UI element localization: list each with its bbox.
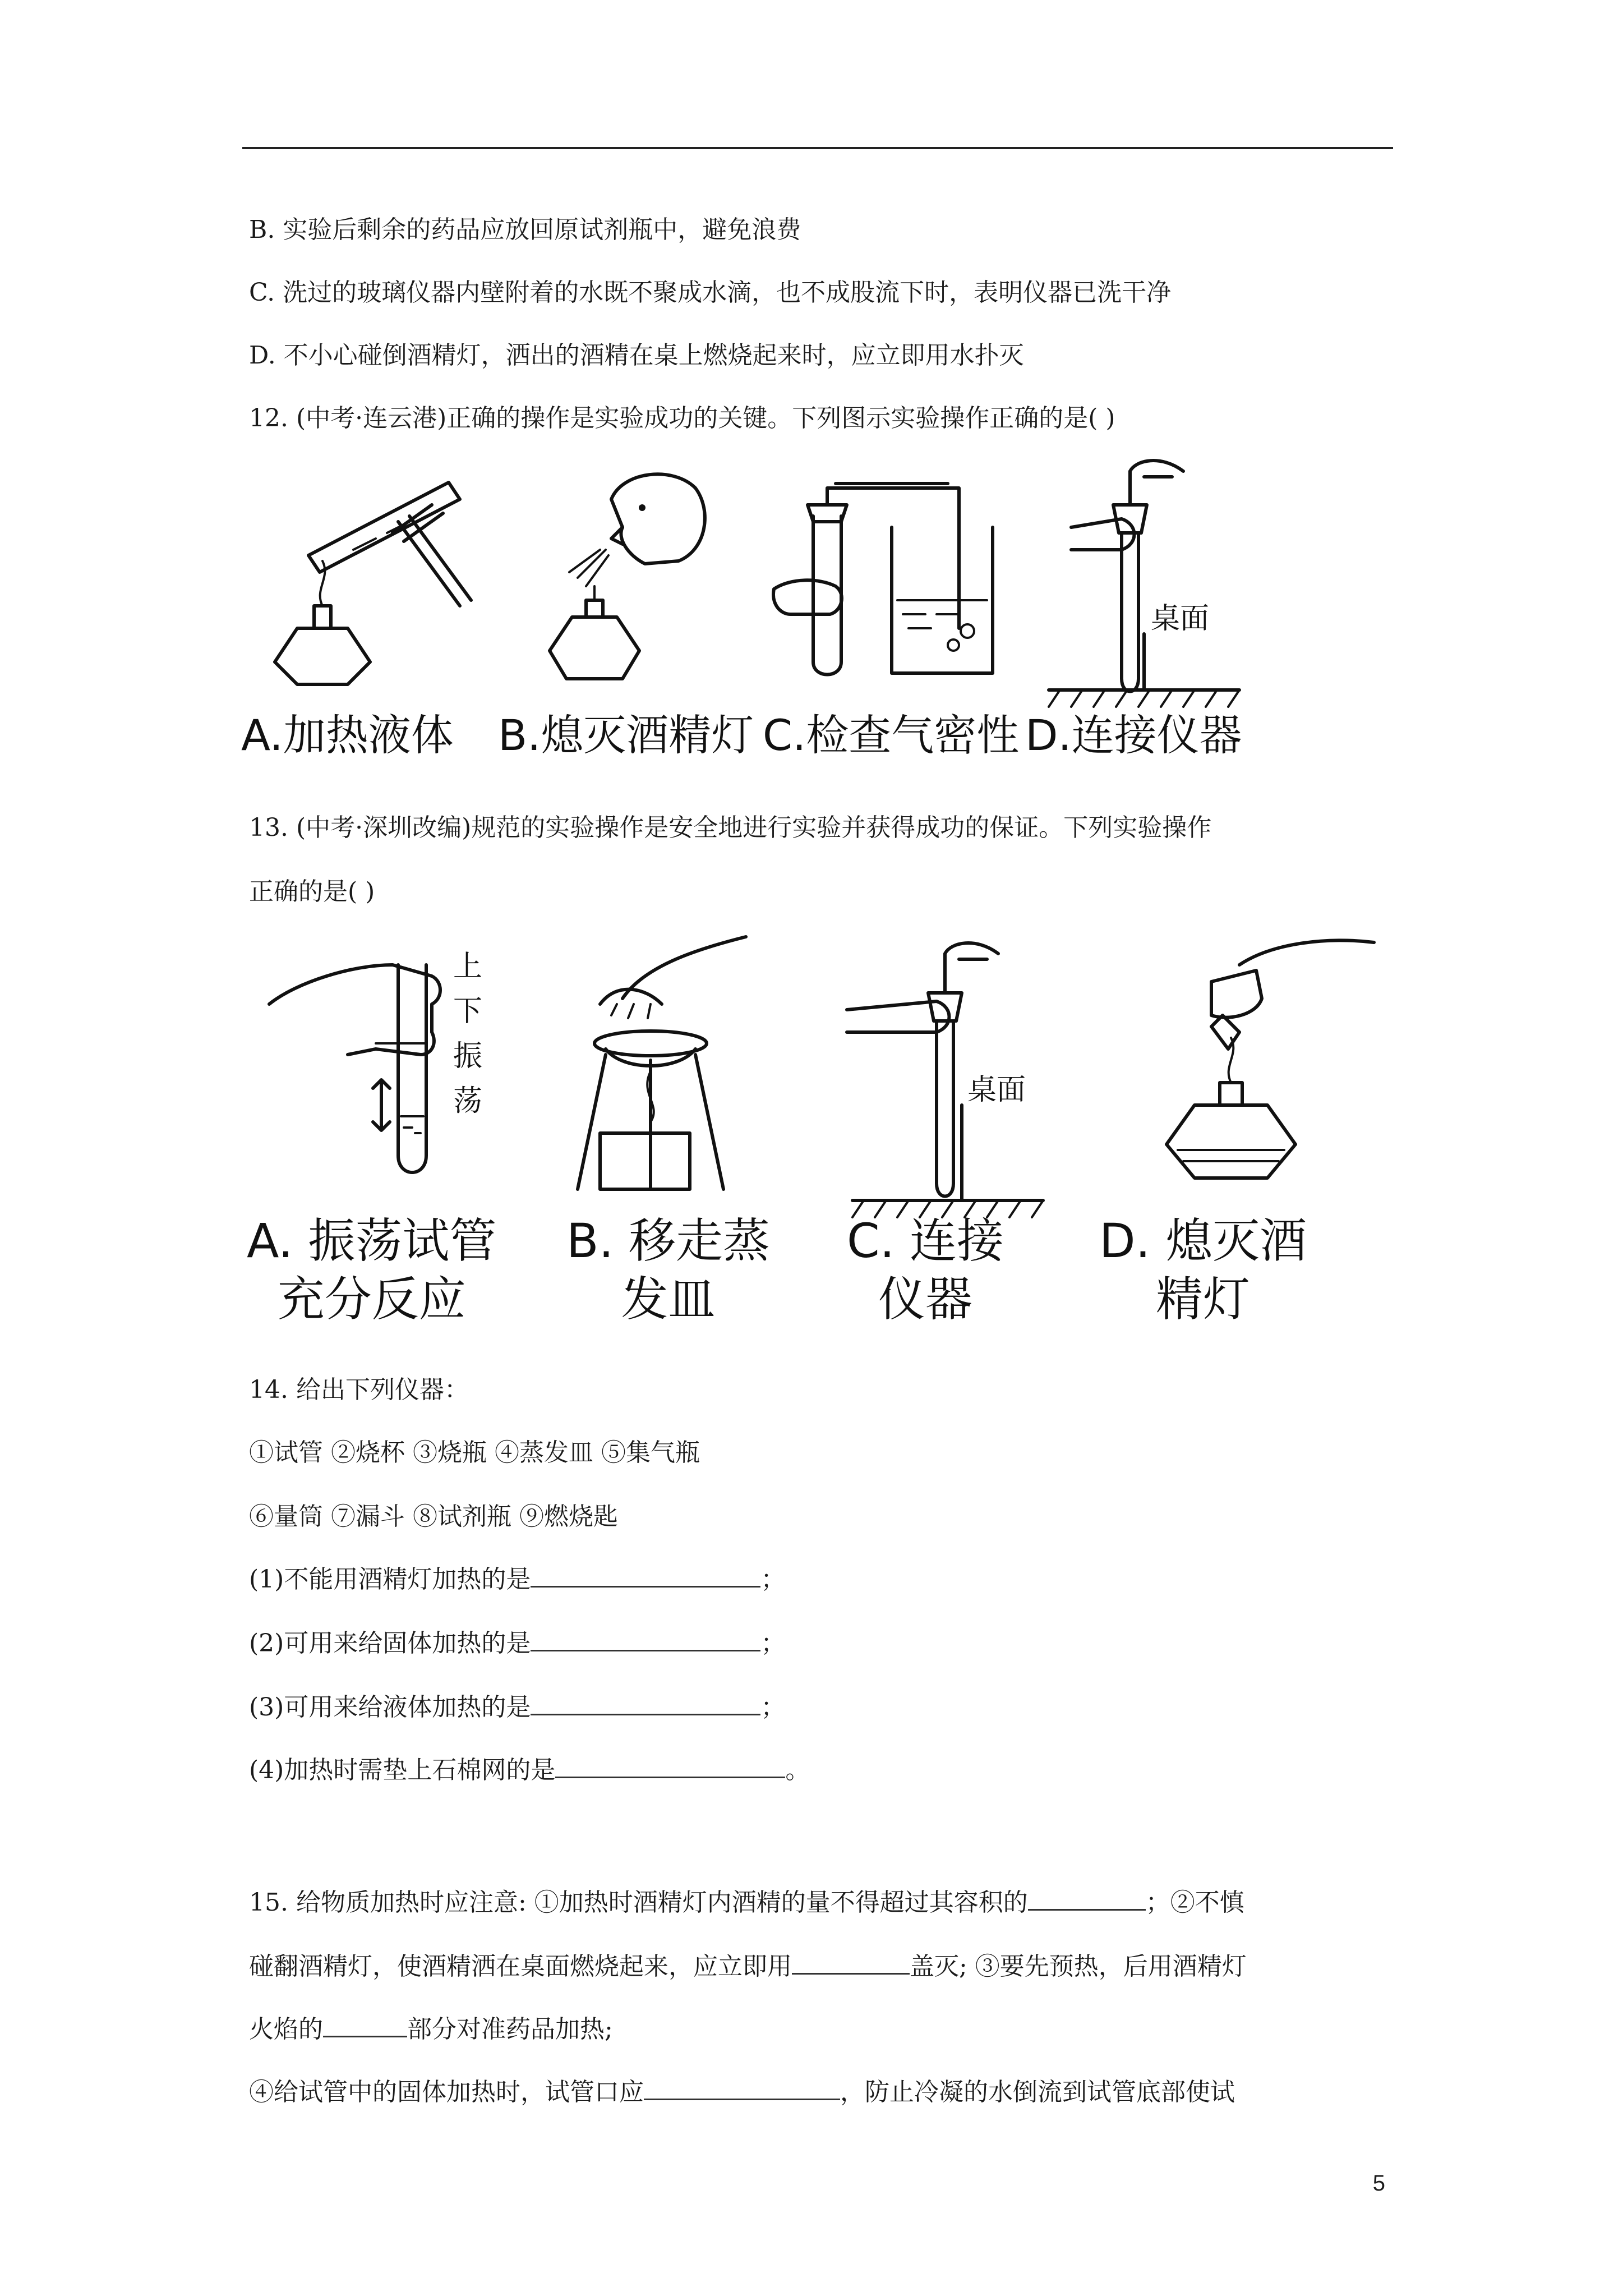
- q15-line2-b: 盖灭; ③要先预热，后用酒精灯: [910, 1952, 1247, 1981]
- q13-shake-char-4: 荡: [453, 1084, 483, 1118]
- header-rule: [242, 147, 1393, 149]
- q14-part-2-blank[interactable]: [531, 1627, 760, 1651]
- q15-line2: [249, 1950, 1247, 1984]
- q15-line3: [249, 2013, 613, 2046]
- q14-part-4-end: 。: [785, 1756, 810, 1784]
- q13-figure-a: [264, 942, 499, 1200]
- q12-caption-c: C.检查气密性: [763, 710, 1020, 760]
- q13-figure-d: [1161, 931, 1396, 1212]
- q15-line3-b: 部分对准药品加热;: [407, 2015, 613, 2044]
- q14-stem: 14. 给出下列仪器：: [249, 1375, 469, 1404]
- q14-part-4: [249, 1754, 810, 1787]
- q13-caption-d-line1: D. 熄灭酒: [1099, 1213, 1307, 1268]
- q15-blank-3[interactable]: [323, 2013, 407, 2037]
- q14-part-1: [249, 1563, 785, 1596]
- q13-stem-line1: 13. (中考·深圳改编)规范的实验操作是安全地进行实验并获得成功的保证。下列实验操作: [249, 813, 1212, 842]
- q14-part-4-text: (4)加热时需垫上石棉网的是: [249, 1756, 556, 1784]
- q12-figure-d: [1026, 466, 1262, 696]
- q15-line4-b: ，防止冷凝的水倒流到试管底部使试: [840, 2078, 1235, 2106]
- q12-caption-a: A.加热液体: [241, 710, 454, 760]
- q12-figure-b: [544, 466, 780, 696]
- q13-desk-label: 桌面: [967, 1073, 1026, 1107]
- q14-part-1-blank[interactable]: [531, 1563, 760, 1588]
- q15-line3-a: 火焰的: [249, 2015, 323, 2044]
- q13-caption-b-line1: B. 移走蒸: [566, 1213, 771, 1268]
- q13-caption-c-line1: C. 连接: [847, 1213, 1004, 1268]
- q14-part-1-end: ；: [760, 1565, 786, 1594]
- q13-shake-char-1: 上: [453, 950, 483, 983]
- q13-figure-row: [241, 931, 1396, 1346]
- q13-caption-c: [847, 1212, 1004, 1328]
- q14-part-2: [249, 1627, 785, 1660]
- q15-line4: [249, 2076, 1235, 2109]
- q13-caption-a: [247, 1212, 496, 1328]
- q13-shake-char-3: 振: [453, 1039, 483, 1073]
- q14-part-3-end: ；: [760, 1693, 786, 1722]
- q15-line1: [249, 1886, 1244, 1920]
- q15-line1-a: 15. 给物质加热时应注意: ①加热时酒精灯内酒精的量不得超过其容积的: [249, 1888, 1028, 1917]
- page-number: 5: [1372, 2171, 1385, 2196]
- q13-stem-line2: 正确的是( ): [249, 877, 375, 906]
- q13-caption-a-line2: 充分反应: [277, 1272, 466, 1327]
- q12-caption-b: B.熄灭酒精灯: [498, 710, 754, 760]
- q13-caption-c-line2: 仪器: [878, 1272, 973, 1327]
- q13-figure-c: [830, 937, 1077, 1206]
- q12-figure-row: [241, 466, 1396, 780]
- q15-blank-1[interactable]: [1028, 1887, 1146, 1911]
- q11-option-d: D. 不小心碰倒酒精灯，洒出的酒精在桌上燃烧起来时，应立即用水扑灭: [249, 341, 1024, 370]
- q12-figure-a: [264, 471, 522, 696]
- q15-line2-a: 碰翻酒精灯，使酒精洒在桌面燃烧起来，应立即用: [249, 1952, 792, 1981]
- q13-caption-a-line1: A. 振荡试管: [247, 1213, 497, 1268]
- q14-list-line2: ⑥量筒 ⑦漏斗 ⑧试剂瓶 ⑨燃烧匙: [249, 1502, 618, 1531]
- q12-desk-label: 桌面: [1151, 602, 1210, 636]
- q13-caption-b: [566, 1212, 770, 1328]
- q14-part-1-text: (1)不能用酒精灯加热的是: [249, 1565, 531, 1594]
- q13-figure-b: [555, 931, 780, 1212]
- q14-part-2-text: (2)可用来给固体加热的是: [249, 1629, 531, 1658]
- q12-figure-c: [757, 494, 1026, 696]
- q13-caption-d-line2: 精灯: [1156, 1272, 1251, 1327]
- q13-shake-char-2: 下: [453, 995, 483, 1028]
- q12-stem: 12. (中考·连云港)正确的操作是实验成功的关键。下列图示实验操作正确的是( ): [249, 404, 1115, 432]
- q14-part-3-blank[interactable]: [531, 1691, 760, 1715]
- q14-part-4-blank[interactable]: [555, 1754, 785, 1778]
- q14-part-2-end: ；: [760, 1629, 786, 1658]
- q15-blank-4[interactable]: [644, 2076, 840, 2100]
- q15-blank-2[interactable]: [792, 1950, 910, 1975]
- q12-caption-d: D.连接仪器: [1025, 710, 1242, 760]
- q11-option-c: C. 洗过的玻璃仪器内壁附着的水既不聚成水滴，也不成股流下时，表明仪器已洗干净: [249, 278, 1172, 307]
- q11-option-b: B. 实验后剩余的药品应放回原试剂瓶中，避免浪费: [249, 215, 801, 244]
- q14-part-3: [249, 1691, 785, 1724]
- q14-part-3-text: (3)可用来给液体加热的是: [249, 1693, 531, 1722]
- q15-line1-b: ；②不慎: [1145, 1888, 1244, 1917]
- q13-caption-b-line2: 发皿: [621, 1272, 716, 1327]
- q14-list-line1: ①试管 ②烧杯 ③烧瓶 ④蒸发皿 ⑤集气瓶: [249, 1438, 700, 1467]
- q13-caption-d: [1099, 1212, 1307, 1328]
- q15-line4-a: ④给试管中的固体加热时，试管口应: [249, 2078, 644, 2106]
